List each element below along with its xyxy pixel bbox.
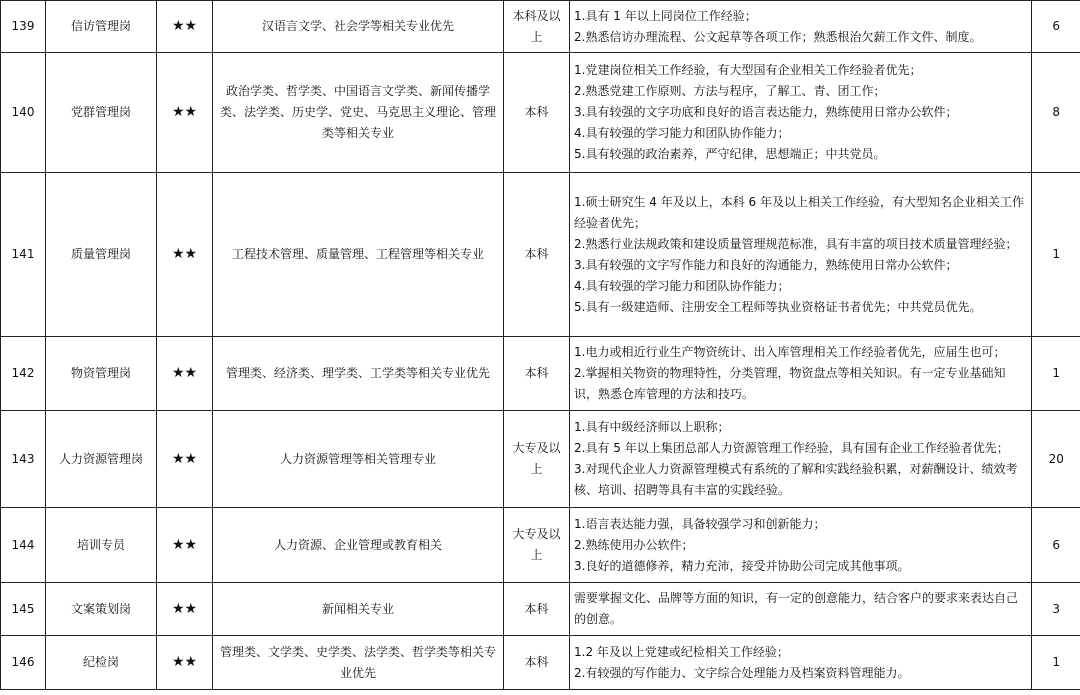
- star-rating: ★★: [157, 173, 213, 337]
- requirement-line: 5.具有较强的政治素养，严守纪律，思想端正；中共党员。: [574, 147, 886, 161]
- job-requirements: [570, 173, 1032, 337]
- row-number: 145: [1, 583, 46, 636]
- table-row: [1, 583, 1080, 636]
- row-number: 139: [1, 1, 46, 53]
- requirement-line: 2.掌握相关物资的物理特性，分类管理，物资盘点等相关知识。有一定专业基础知识，熟悉仓库管理的方法和技巧。: [574, 366, 1006, 401]
- headcount: 1: [1032, 337, 1080, 411]
- major-requirement: 汉语言文学、社会学等相关专业优先: [213, 1, 504, 53]
- requirement-line: 1.硕士研究生 4 年及以上，本科 6 年及以上相关工作经验，有大型知名企业相关工作经验者优先；: [574, 194, 1024, 230]
- job-requirements: [570, 636, 1032, 690]
- post-name: 物资管理岗: [46, 337, 157, 411]
- job-requirements: [570, 411, 1032, 508]
- requirement-line: 1.具有中级经济师以上职称；: [574, 420, 730, 434]
- job-requirements: [570, 53, 1032, 173]
- star-rating: ★★: [157, 53, 213, 173]
- major-requirement: 人力资源管理等相关管理专业: [213, 411, 504, 508]
- table-row: [1, 636, 1080, 690]
- table-row: [1, 411, 1080, 508]
- requirement-line: 2.具有 5 年以上集团总部人力资源管理工作经验，具有国有企业工作经验者优先；: [574, 441, 1009, 455]
- job-requirements: [570, 508, 1032, 583]
- major-requirement: 管理类、经济类、理学类、工学类等相关专业优先: [213, 337, 504, 411]
- education-requirement: 本科: [504, 337, 570, 411]
- post-name: 文案策划岗: [46, 583, 157, 636]
- major-requirement: 政治学类、哲学类、中国语言文学类、新闻传播学类、法学类、历史学、党史、马克思主义理论、管理类等相关专业: [213, 53, 504, 173]
- education-requirement: 本科: [504, 173, 570, 337]
- post-name: 纪检岗: [46, 636, 157, 690]
- headcount: 8: [1032, 53, 1080, 173]
- major-requirement: 管理类、文学类、史学类、法学类、哲学类等相关专业优先: [213, 636, 504, 690]
- major-requirement: 工程技术管理、质量管理、工程管理等相关专业: [213, 173, 504, 337]
- requirement-line: 3.具有较强的文字功底和良好的语言表达能力，熟练使用日常办公软件；: [574, 105, 958, 119]
- education-requirement: 本科: [504, 53, 570, 173]
- education-requirement: 大专及以上: [504, 508, 570, 583]
- requirement-line: 3.对现代企业人力资源管理模式有系统的了解和实践经验积累，对薪酬设计、绩效考核、培训、招聘等具有丰富的实践经验。: [574, 462, 1018, 497]
- row-number: 142: [1, 337, 46, 411]
- star-rating: ★★: [157, 1, 213, 53]
- row-number: 143: [1, 411, 46, 508]
- headcount: 6: [1032, 1, 1080, 53]
- star-rating: ★★: [157, 411, 213, 508]
- major-requirement: 人力资源、企业管理或教育相关: [213, 508, 504, 583]
- row-number: 144: [1, 508, 46, 583]
- requirement-line: 2.熟练使用办公软件；: [574, 537, 694, 552]
- education-requirement: 大专及以上: [504, 411, 570, 508]
- job-requirements: [570, 583, 1032, 636]
- requirement-line: 4.具有较强的学习能力和团队协作能力；: [574, 278, 790, 293]
- table-row: [1, 337, 1080, 411]
- post-name: 培训专员: [46, 508, 157, 583]
- requirement-line: 3.良好的道德修养，精力充沛，接受并协助公司完成其他事项。: [574, 558, 910, 573]
- job-requirements: [570, 1, 1032, 53]
- headcount: 1: [1032, 173, 1080, 337]
- table-row: [1, 173, 1080, 337]
- row-number: 140: [1, 53, 46, 173]
- education-requirement: 本科及以上: [504, 1, 570, 53]
- post-name: 质量管理岗: [46, 173, 157, 337]
- star-rating: ★★: [157, 583, 213, 636]
- education-requirement: 本科: [504, 583, 570, 636]
- table-row: [1, 53, 1080, 173]
- requirement-line: 4.具有较强的学习能力和团队协作能力；: [574, 126, 790, 140]
- headcount: 3: [1032, 583, 1080, 636]
- requirement-line: 2.熟悉党建工作原则、方法与程序，了解工、青、团工作；: [574, 84, 886, 98]
- headcount: 20: [1032, 411, 1080, 508]
- star-rating: ★★: [157, 337, 213, 411]
- requirement-line: 1.党建岗位相关工作经验，有大型国有企业相关工作经验者优先；: [574, 63, 922, 77]
- post-name: 党群管理岗: [46, 53, 157, 173]
- major-requirement: 新闻相关专业: [213, 583, 504, 636]
- requirement-line: 2.熟悉行业法规政策和建设质量管理规范标准，具有丰富的项目技术质量管理经验；: [574, 236, 1018, 251]
- row-number: 146: [1, 636, 46, 690]
- requirement-line: 2.有较强的写作能力、文字综合处理能力及档案资料管理能力。: [574, 665, 910, 680]
- headcount: 1: [1032, 636, 1080, 690]
- requirement-line: 需要掌握文化、品牌等方面的知识，有一定的创意能力，结合客户的要求来表达自己的创意。: [574, 591, 1019, 626]
- requirement-line: 1.具有 1 年以上同岗位工作经验；: [574, 8, 757, 23]
- requirement-line: 1.电力或相近行业生产物资统计、出入库管理相关工作经验者优先，应届生也可；: [574, 345, 1006, 359]
- requirement-line: 1.2 年及以上党建或纪检相关工作经验；: [574, 644, 789, 659]
- job-requirements: [570, 337, 1032, 411]
- table-row: [1, 508, 1080, 583]
- headcount: 6: [1032, 508, 1080, 583]
- star-rating: ★★: [157, 636, 213, 690]
- star-rating: ★★: [157, 508, 213, 583]
- post-name: 人力资源管理岗: [46, 411, 157, 508]
- table-row: [1, 1, 1080, 53]
- row-number: 141: [1, 173, 46, 337]
- requirement-line: 1.语言表达能力强，具备较强学习和创新能力；: [574, 516, 826, 531]
- education-requirement: 本科: [504, 636, 570, 690]
- requirement-line: 5.具有一级建造师、注册安全工程师等执业资格证书者优先；中共党员优先。: [574, 299, 982, 314]
- requirement-line: 2.熟悉信访办理流程、公文起草等各项工作；熟悉根治欠薪工作文件、制度。: [574, 29, 982, 44]
- requirement-line: 3.具有较强的文字写作能力和良好的沟通能力，熟练使用日常办公软件；: [574, 257, 958, 272]
- post-name: 信访管理岗: [46, 1, 157, 53]
